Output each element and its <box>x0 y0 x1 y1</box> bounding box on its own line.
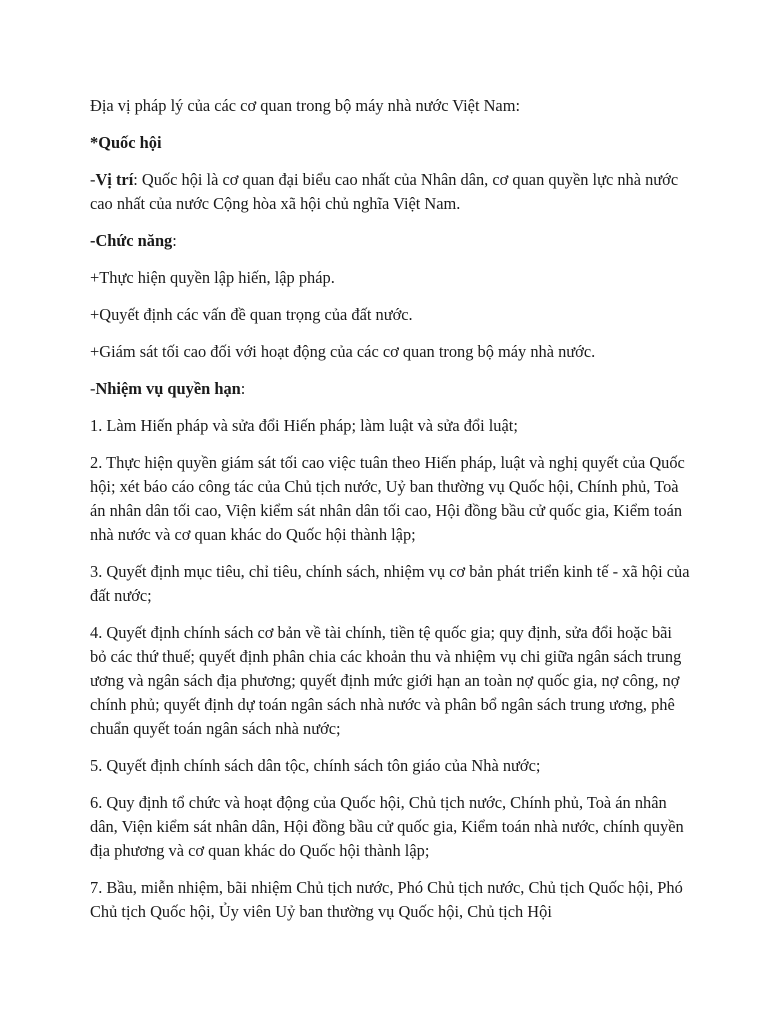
document-page <box>90 94 690 937</box>
vi-tri-paragraph <box>90 168 690 216</box>
chuc-nang-item: +Thực hiện quyền lập hiến, lập pháp. <box>90 268 335 287</box>
nhiem-vu-prefix: - <box>90 379 96 398</box>
nhiem-vu-item: 3. Quyết định mục tiêu, chỉ tiêu, chính sách, nhiệm vụ cơ bản phát triển kinh tế - xã hội của đất nước; <box>90 562 690 605</box>
nhiem-vu-item: 6. Quy định tổ chức và hoạt động của Quốc hội, Chủ tịch nước, Chính phủ, Toà án nhân dân, Viện kiểm sát nhân dân, Hội đồng bầu cử quốc gia, Kiểm toán nhà nước, chính quyền địa phương và cơ quan khác do Quốc hội thành lập; <box>90 793 684 860</box>
chuc-nang-prefix: - <box>90 231 96 250</box>
chuc-nang-heading <box>90 229 690 253</box>
vi-tri-prefix: - <box>90 170 96 189</box>
chuc-nang-item: +Giám sát tối cao đối với hoạt động của các cơ quan trong bộ máy nhà nước. <box>90 342 596 361</box>
section-title: *Quốc hội <box>90 133 162 152</box>
nhiem-vu-item: 4. Quyết định chính sách cơ bản về tài chính, tiền tệ quốc gia; quy định, sửa đổi hoặc bãi bỏ các thứ thuế; quyết định phân chia các khoản thu và nhiệm vụ chi giữa ngân sách trung ương và ngân sách địa phương; quyết định mức giới hạn an toàn nợ quốc gia, nợ công, nợ chính phủ; quyết định dự toán ngân sách nhà nước và phân bổ ngân sách trung ương, phê chuẩn quyết toán ngân sách nhà nước; <box>90 623 682 738</box>
chuc-nang-item: +Quyết định các vấn đề quan trọng của đất nước. <box>90 305 413 324</box>
chuc-nang-suffix: : <box>172 231 177 250</box>
nhiem-vu-item: 7. Bầu, miễn nhiệm, bãi nhiệm Chủ tịch nước, Phó Chủ tịch nước, Chủ tịch Quốc hội, Phó Chủ tịch Quốc hội, Ủy viên Uỷ ban thường vụ Quốc hội, Chủ tịch Hội <box>90 878 683 921</box>
chuc-nang-label: Chức năng <box>95 231 173 250</box>
document-intro: Địa vị pháp lý của các cơ quan trong bộ máy nhà nước Việt Nam: <box>90 96 521 115</box>
vi-tri-text: : Quốc hội là cơ quan đại biểu cao nhất của Nhân dân, cơ quan quyền lực nhà nước cao nhất của nước Cộng hòa xã hội chủ nghĩa Việt Nam. <box>90 170 679 213</box>
nhiem-vu-item: 5. Quyết định chính sách dân tộc, chính sách tôn giáo của Nhà nước; <box>90 756 541 775</box>
nhiem-vu-item: 1. Làm Hiến pháp và sửa đổi Hiến pháp; làm luật và sửa đổi luật; <box>90 416 518 435</box>
nhiem-vu-heading <box>90 377 690 401</box>
vi-tri-label: Vị trí <box>95 170 134 189</box>
nhiem-vu-item: 2. Thực hiện quyền giám sát tối cao việc tuân theo Hiến pháp, luật và nghị quyết của Quốc hội; xét báo cáo công tác của Chủ tịch nước, Uỷ ban thường vụ Quốc hội, Chính phủ, Toà án nhân dân tối cao, Viện kiểm sát nhân dân tối cao, Hội đồng bầu cử quốc gia, Kiểm toán nhà nước và cơ quan khác do Quốc hội thành lập; <box>90 453 685 544</box>
nhiem-vu-suffix: : <box>240 379 246 398</box>
nhiem-vu-label: Nhiệm vụ quyền hạn <box>95 379 241 398</box>
